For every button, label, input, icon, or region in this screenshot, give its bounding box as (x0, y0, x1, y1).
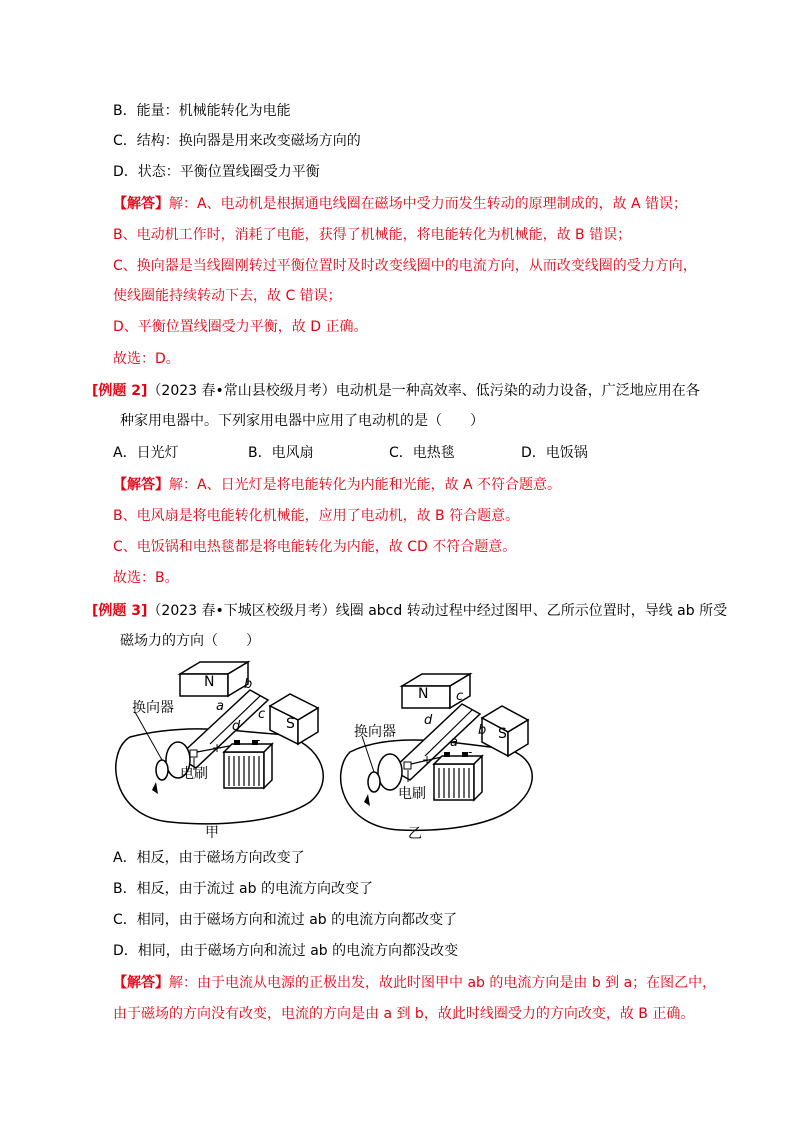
q3-stem-text: （2023 春•下城区校级月考）线圈 abcd 转动过程中经过图甲、乙所示位置时，导线 ab 所受 (147, 603, 728, 619)
q1-answer-line-4: 使线圈能持续转动下去，故 C 错误； (113, 288, 342, 304)
caption-jia: 甲 (205, 825, 219, 841)
plus-label: + (422, 753, 433, 767)
q1-answer-line-2: B、电动机工作时，消耗了电能，获得了机械能，将电能转化为机械能，故 B 错误； (113, 227, 632, 243)
answer-text: 解：由于电流从电源的正极出发，故此时图甲中 ab 的电流方向是由 b 到 a；在图乙中， (169, 975, 717, 991)
plus-label: + (212, 741, 223, 755)
coil-c-label: c (456, 689, 464, 704)
minus-label: - (256, 733, 261, 747)
q2-option-c: C．电热毯 (389, 445, 455, 461)
q2-stem-text: （2023 春•常山县校级月考）电动机是一种高效率、低污染的动力设备，广泛地应用在各 (147, 383, 700, 399)
q2-answer-line-3: C、电饭锅和电热毯都是将电能转化为内能，故 CD 不符合题意。 (113, 539, 517, 555)
answer-tag: 【解答】 (113, 477, 169, 493)
diagram-right (341, 674, 533, 842)
q1-choice: 故选：D。 (113, 351, 180, 367)
coil-d-label: d (424, 713, 433, 728)
q1-answer-line-3: C、换向器是当线圈刚转过平衡位置时及时改变线圈中的电流方向，从而改变线圈的受力方向， (113, 258, 697, 274)
q3-option-c: C．相同，由于磁场方向和流过 ab 的电流方向都改变了 (113, 912, 458, 928)
q1-answer-line-5: D、平衡位置线圈受力平衡，故 D 正确。 (113, 319, 368, 335)
q2-option-d: D．电饭锅 (521, 445, 588, 461)
q2-stem-line-1 (92, 381, 700, 401)
n-pole-label: N (418, 686, 429, 702)
q3-answer-line-1 (113, 973, 716, 993)
coil-a-label: a (216, 699, 224, 714)
motor-diagrams-figure (100, 652, 560, 842)
q1-option-b: B．能量：机械能转化为电能 (113, 103, 291, 119)
q3-option-b: B．相反，由于流过 ab 的电流方向改变了 (113, 881, 373, 897)
s-pole-label: S (498, 726, 507, 742)
q2-choice: 故选：B。 (113, 570, 179, 586)
q2-label: [例题 2] (92, 383, 148, 399)
coil-a-label: a (450, 735, 458, 750)
coil-c-label: c (258, 707, 266, 722)
answer-text: 解：A、日光灯是将电能转化为内能和光能，故 A 不符合题意。 (169, 477, 562, 493)
q3-answer-line-2: 由于磁场的方向没有改变，电流的方向是由 a 到 b，故此时线圈受力的方向改变，故 B 正确。 (113, 1006, 695, 1022)
brush-label: 电刷 (398, 786, 426, 802)
s-pole-label: S (286, 716, 295, 732)
answer-tag: 【解答】 (113, 975, 169, 991)
minus-label: - (468, 745, 473, 759)
q1-option-c: C．结构：换向器是用来改变磁场方向的 (113, 133, 361, 149)
n-pole-label: N (204, 674, 215, 690)
q3-stem-line-1 (92, 601, 727, 621)
commutator-label: 换向器 (354, 724, 396, 740)
diagram-left (116, 662, 323, 841)
q1-answer-line-1 (113, 194, 687, 214)
caption-yi: 乙 (408, 826, 422, 842)
q3-option-a: A．相反，由于磁场方向改变了 (113, 850, 305, 866)
q2-answer-line-1 (113, 475, 561, 495)
brush-label: 电刷 (180, 766, 208, 782)
q3-option-d: D．相同，由于磁场方向和流过 ab 的电流方向都没改变 (113, 943, 459, 959)
q2-option-b: B．电风扇 (248, 445, 314, 461)
answer-tag: 【解答】 (113, 196, 169, 212)
coil-d-label: d (232, 719, 241, 734)
coil-b-label: b (478, 723, 487, 738)
q2-answer-line-2: B、电风扇是将电能转化机械能，应用了电动机，故 B 符合题意。 (113, 508, 520, 524)
answer-text: 解：A、电动机是根据通电线圈在磁场中受力而发生转动的原理制成的，故 A 错误； (169, 196, 688, 212)
q3-stem-line-2: 磁场力的方向（ ） (120, 633, 260, 649)
q2-stem-line-2: 种家用电器中。下列家用电器中应用了电动机的是（ ） (120, 413, 484, 429)
coil-b-label: b (244, 677, 253, 692)
commutator-label: 换向器 (132, 700, 174, 716)
q1-option-d: D．状态：平衡位置线圈受力平衡 (113, 164, 320, 180)
q2-option-a: A．日光灯 (113, 445, 179, 461)
q3-label: [例题 3] (92, 603, 148, 619)
